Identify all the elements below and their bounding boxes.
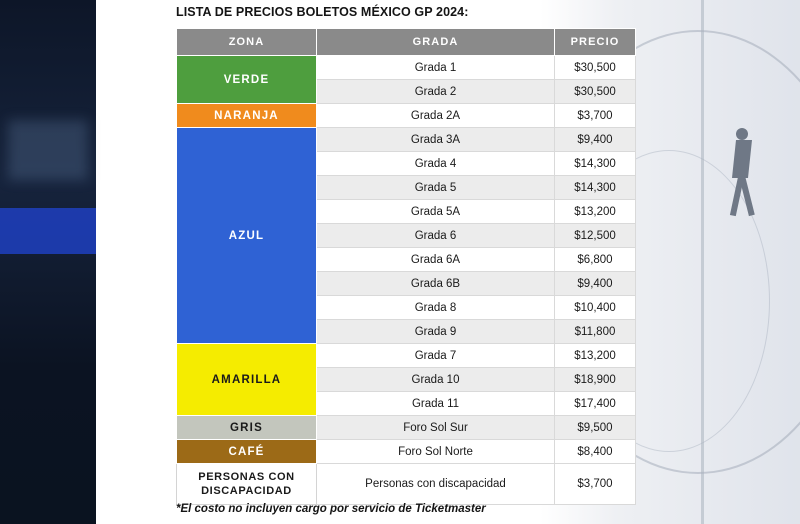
column-header-grada: GRADA [317,29,555,56]
precio-cell: $18,900 [555,368,636,392]
grada-cell: Grada 8 [317,296,555,320]
grada-cell: Grada 5A [317,200,555,224]
precio-cell: $8,400 [555,440,636,464]
grada-cell: Foro Sol Norte [317,440,555,464]
precio-cell: $9,400 [555,272,636,296]
grada-cell: Personas con discapacidad [317,464,555,505]
precio-cell: $3,700 [555,464,636,505]
precio-cell: $11,800 [555,320,636,344]
precio-cell: $30,500 [555,80,636,104]
precio-cell: $10,400 [555,296,636,320]
precio-cell: $9,400 [555,128,636,152]
grada-cell: Grada 7 [317,344,555,368]
precio-cell: $6,800 [555,248,636,272]
table-header-row [177,29,636,56]
zone-cell-amarilla: AMARILLA [177,344,317,416]
table-row [177,344,636,368]
page-title: LISTA DE PRECIOS BOLETOS MÉXICO GP 2024: [176,5,469,19]
zone-cell-gris: GRIS [177,416,317,440]
column-header-zona: ZONA [177,29,317,56]
precio-cell: $13,200 [555,344,636,368]
grada-cell: Grada 6 [317,224,555,248]
zone-cell-cafe: CAFÉ [177,440,317,464]
price-table [176,28,636,505]
zone-cell-azul: AZUL [177,128,317,344]
grada-cell: Grada 11 [317,392,555,416]
grada-cell: Grada 3A [317,128,555,152]
zone-cell-naranja: NARANJA [177,104,317,128]
table-row [177,104,636,128]
column-header-precio: PRECIO [555,29,636,56]
grada-cell: Grada 6A [317,248,555,272]
precio-cell: $9,500 [555,416,636,440]
precio-cell: $14,300 [555,176,636,200]
precio-cell: $3,700 [555,104,636,128]
grada-cell: Grada 2 [317,80,555,104]
footnote: *El costo no incluyen cargo por servicio de Ticketmaster [176,503,486,515]
grada-cell: Foro Sol Sur [317,416,555,440]
table-row [177,440,636,464]
precio-cell: $17,400 [555,392,636,416]
zone-cell-verde: VERDE [177,56,317,104]
table-row [177,128,636,152]
precio-cell: $30,500 [555,56,636,80]
table-row [177,56,636,80]
grada-cell: Grada 5 [317,176,555,200]
grada-cell: Grada 4 [317,152,555,176]
grada-cell: Grada 9 [317,320,555,344]
precio-cell: $14,300 [555,152,636,176]
precio-cell: $12,500 [555,224,636,248]
grada-cell: Grada 2A [317,104,555,128]
table-row [177,464,636,505]
table-row [177,416,636,440]
price-table-wrapper [176,28,635,505]
grada-cell: Grada 1 [317,56,555,80]
table-body [177,56,636,505]
zone-cell-personas-con-discapacidad: PERSONAS CON DISCAPACIDAD [177,464,317,505]
grada-cell: Grada 10 [317,368,555,392]
precio-cell: $13,200 [555,200,636,224]
grada-cell: Grada 6B [317,272,555,296]
